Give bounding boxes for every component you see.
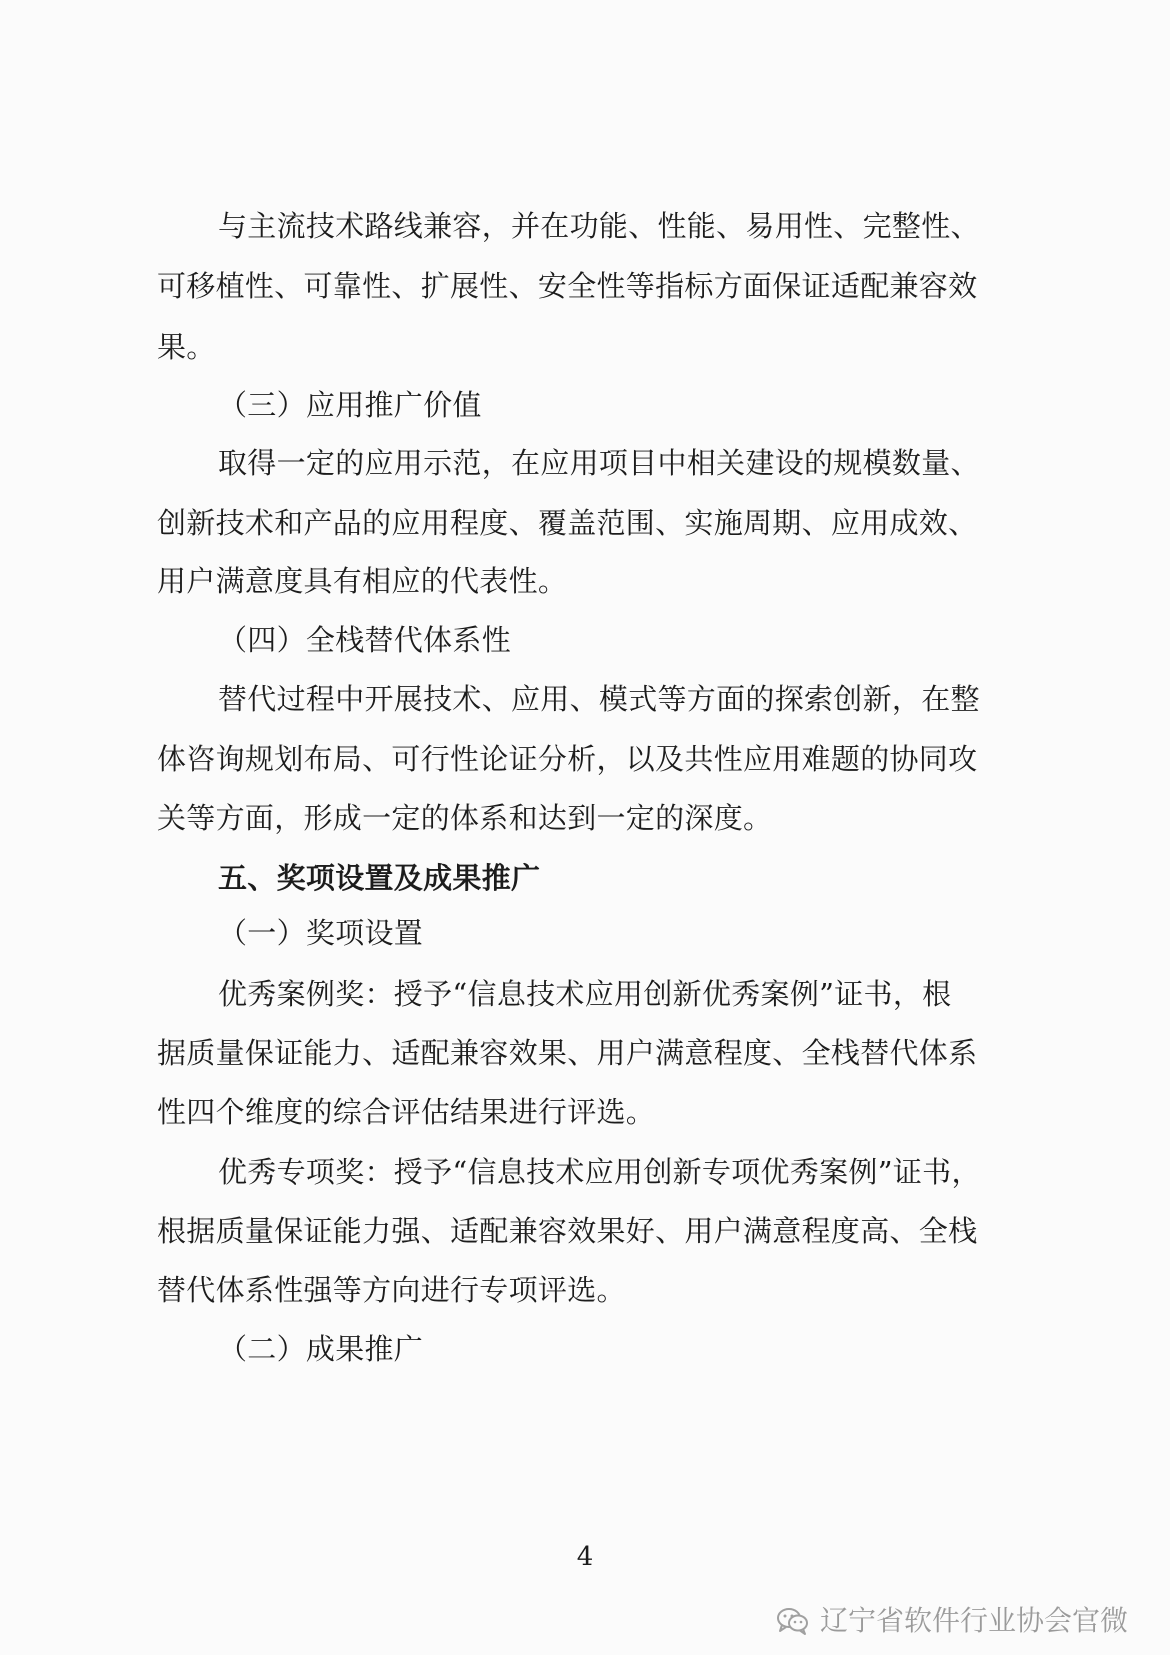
body-line: 可移植性、可靠性、扩展性、安全性等指标方面保证适配兼容效: [157, 269, 978, 303]
body-line: 根据质量保证能力强、适配兼容效果好、用户满意程度高、全栈: [157, 1214, 978, 1248]
body-line: 果。: [157, 330, 216, 364]
subheading-award-settings: （一）奖项设置: [218, 916, 424, 950]
body-line: 取得一定的应用示范，在应用项目中相关建设的规模数量、: [218, 446, 980, 480]
body-line: 用户满意度具有相应的代表性。: [157, 564, 568, 598]
body-line: 创新技术和产品的应用程度、覆盖范围、实施周期、应用成效、: [157, 506, 978, 540]
subheading-full-stack: （四）全栈替代体系性: [218, 623, 512, 657]
section-heading-awards: 五、奖项设置及成果推广: [218, 861, 541, 895]
watermark: [776, 1603, 1128, 1639]
page-number: 4: [576, 1542, 594, 1572]
body-line: 替代过程中开展技术、应用、模式等方面的探索创新，在整: [218, 682, 980, 716]
body-line: 优秀专项奖：授予“信息技术应用创新专项优秀案例”证书，: [218, 1155, 981, 1189]
wechat-icon: [776, 1606, 810, 1636]
body-line: 关等方面，形成一定的体系和达到一定的深度。: [157, 801, 773, 835]
body-line: 优秀案例奖：授予“信息技术应用创新优秀案例”证书，根: [218, 977, 952, 1011]
body-line: 体咨询规划布局、可行性论证分析，以及共性应用难题的协同攻: [157, 742, 978, 776]
body-line: 与主流技术路线兼容，并在功能、性能、易用性、完整性、: [218, 209, 980, 243]
body-line: 性四个维度的综合评估结果进行评选。: [157, 1095, 656, 1129]
subheading-application-value: （三）应用推广价值: [218, 388, 482, 422]
body-line: 据质量保证能力、适配兼容效果、用户满意程度、全栈替代体系: [157, 1036, 978, 1070]
watermark-text: 辽宁省软件行业协会官微: [820, 1604, 1129, 1637]
body-line: 替代体系性强等方向进行专项评选。: [157, 1273, 626, 1307]
subheading-promotion: （二）成果推广: [218, 1332, 424, 1366]
